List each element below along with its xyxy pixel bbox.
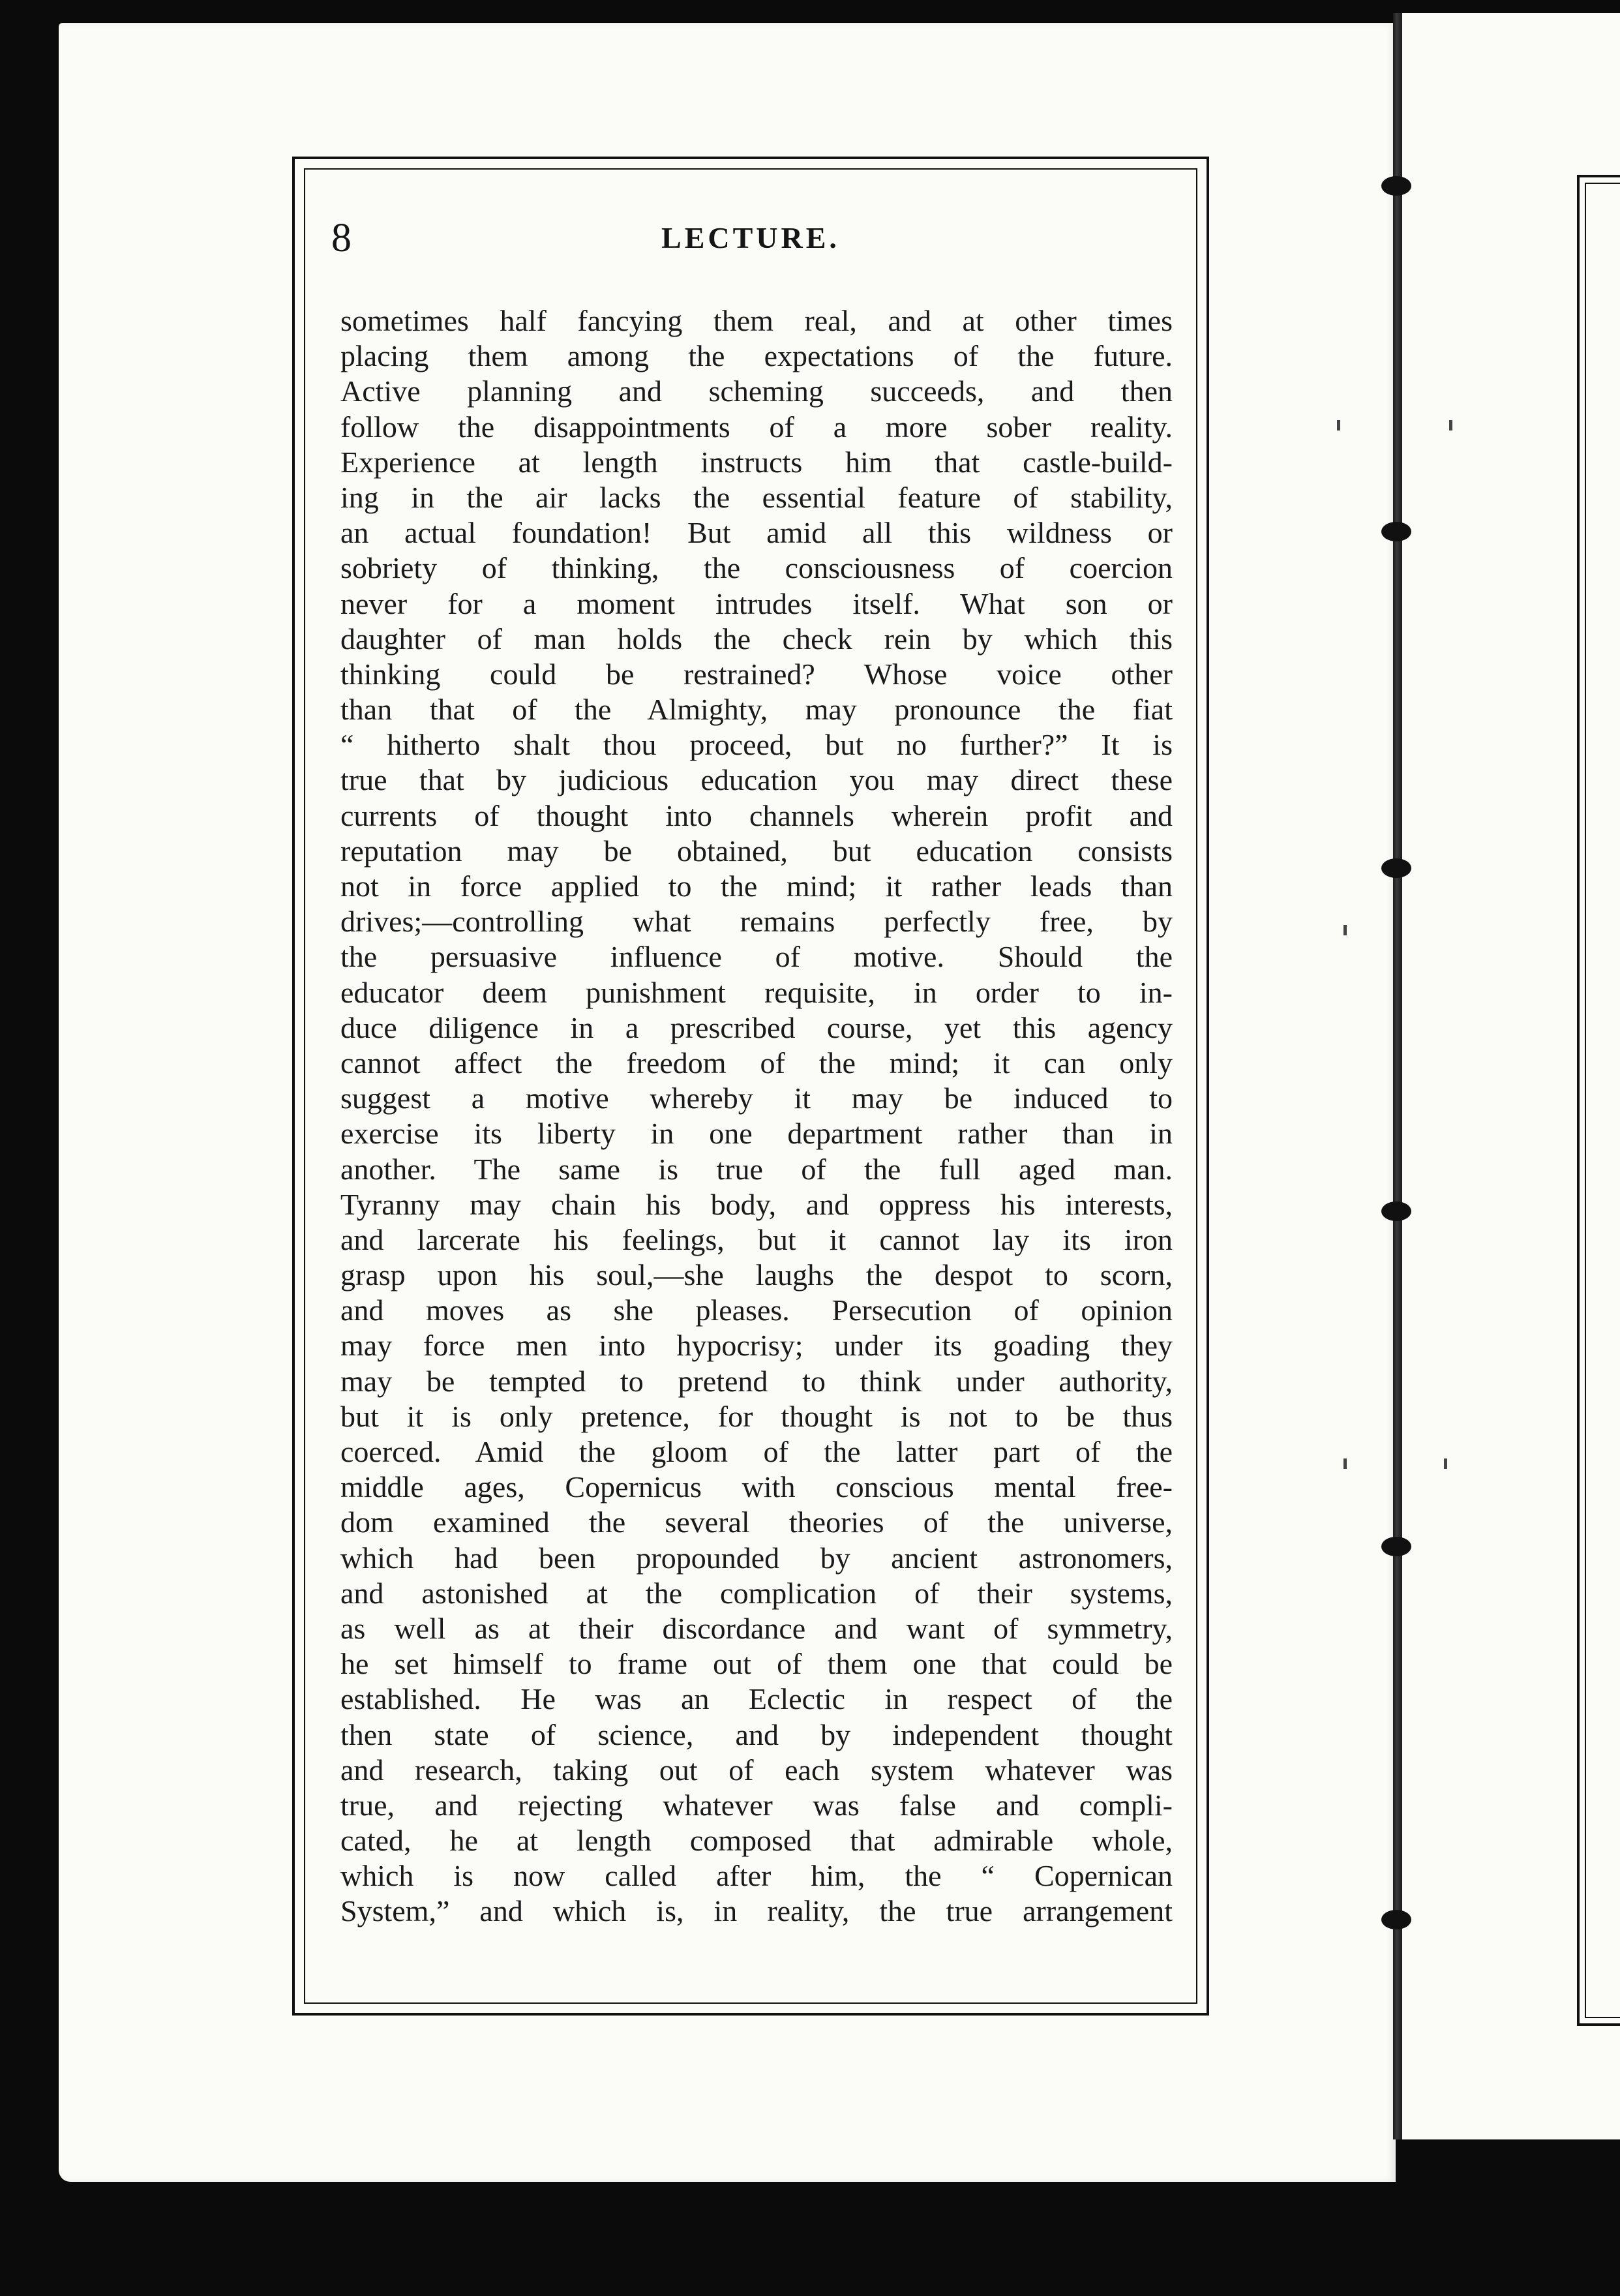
text-line: drives;—controlling what remains perfectly free, by bbox=[340, 905, 1173, 939]
text-line: cannot affect the freedom of the mind; it can only bbox=[340, 1046, 1173, 1080]
text-line: grasp upon his soul,—she laughs the despot to scorn, bbox=[340, 1258, 1173, 1292]
text-line: middle ages, Copernicus with conscious mental free- bbox=[340, 1470, 1173, 1504]
text-line: cated, he at length composed that admirable whole, bbox=[340, 1824, 1173, 1858]
binding-stitch bbox=[1381, 1201, 1411, 1221]
text-line: may be tempted to pretend to think under authority, bbox=[340, 1364, 1173, 1398]
text-line: follow the disappointments of a more sober reality. bbox=[340, 410, 1173, 444]
text-line: as well as at their discordance and want of symmetry, bbox=[340, 1611, 1173, 1645]
text-line: and research, taking out of each system whatever was bbox=[340, 1753, 1173, 1787]
text-frame-inner bbox=[304, 168, 1197, 2004]
page-header bbox=[331, 215, 1170, 261]
text-line: daughter of man holds the check rein by which this bbox=[340, 622, 1173, 656]
text-line: ing in the air lacks the essential feature of stability, bbox=[340, 480, 1173, 514]
text-line: sobriety of thinking, the consciousness of coercion bbox=[340, 551, 1173, 585]
text-line: but it is only pretence, for thought is not to be thus bbox=[340, 1399, 1173, 1433]
text-line: true that by judicious education you may direct these bbox=[340, 763, 1173, 797]
text-line: sometimes half fancying them real, and at other times bbox=[340, 304, 1173, 337]
margin-mark bbox=[1343, 1458, 1347, 1469]
text-line: than that of the Almighty, may pronounce the fiat bbox=[340, 693, 1173, 727]
text-line: currents of thought into channels wherein profit and bbox=[340, 798, 1173, 832]
binding-stitch bbox=[1381, 1537, 1411, 1556]
text-line: Active planning and scheming succeeds, and then bbox=[340, 374, 1173, 408]
book-spine bbox=[1393, 13, 1402, 2139]
text-line: duce diligence in a prescribed course, yet this agency bbox=[340, 1010, 1173, 1044]
text-line: and larcerate his feelings, but it cannot lay its iron bbox=[340, 1222, 1173, 1256]
text-line: never for a moment intrudes itself. What son or bbox=[340, 586, 1173, 620]
margin-mark bbox=[1449, 420, 1452, 430]
text-line: “ hitherto shalt thou proceed, but no further?” It is bbox=[340, 728, 1173, 762]
text-line: suggest a motive whereby it may be induced to bbox=[340, 1081, 1173, 1115]
text-line: thinking could be restrained? Whose voice other bbox=[340, 657, 1173, 691]
text-line: then state of science, and by independent thought bbox=[340, 1717, 1173, 1751]
text-line: which had been propounded by ancient astronomers, bbox=[340, 1541, 1173, 1575]
next-page-frame bbox=[1577, 175, 1620, 2026]
text-line: and astonished at the complication of their systems, bbox=[340, 1576, 1173, 1610]
text-line: educator deem punishment requisite, in order to in- bbox=[340, 975, 1173, 1009]
text-line: true, and rejecting whatever was false and compli- bbox=[340, 1788, 1173, 1822]
running-head: LECTURE. bbox=[661, 221, 840, 254]
text-line: System,” and which is, in reality, the true arrangement bbox=[340, 1894, 1173, 1928]
binding-stitch bbox=[1381, 522, 1411, 541]
text-line: Experience at length instructs him that castle-build- bbox=[340, 445, 1173, 479]
text-line: placing them among the expectations of the future. bbox=[340, 339, 1173, 373]
binding-stitch bbox=[1381, 858, 1411, 878]
text-line: another. The same is true of the full aged man. bbox=[340, 1152, 1173, 1186]
text-line: not in force applied to the mind; it rather leads than bbox=[340, 869, 1173, 903]
binding-stitch bbox=[1381, 1910, 1411, 1929]
text-line: he set himself to frame out of them one that could be bbox=[340, 1647, 1173, 1681]
text-line: established. He was an Eclectic in respect of the bbox=[340, 1682, 1173, 1716]
text-line: Tyranny may chain his body, and oppress his interests, bbox=[340, 1187, 1173, 1221]
margin-mark bbox=[1444, 1458, 1447, 1469]
text-line: and moves as she pleases. Persecution of opinion bbox=[340, 1293, 1173, 1327]
text-line: the persuasive influence of motive. Should the bbox=[340, 940, 1173, 974]
page-number: 8 bbox=[331, 216, 352, 260]
text-line: coerced. Amid the gloom of the latter part of the bbox=[340, 1435, 1173, 1468]
margin-mark bbox=[1343, 925, 1347, 935]
text-line: reputation may be obtained, but education consists bbox=[340, 834, 1173, 868]
margin-mark bbox=[1337, 420, 1340, 430]
text-line: an actual foundation! But amid all this wildness or bbox=[340, 516, 1173, 550]
text-frame bbox=[292, 157, 1209, 2016]
text-line: which is now called after him, the “ Copernican bbox=[340, 1859, 1173, 1893]
binding-stitch bbox=[1381, 176, 1411, 196]
text-line: exercise its liberty in one department rather than in bbox=[340, 1117, 1173, 1151]
text-line: may force men into hypocrisy; under its goading they bbox=[340, 1329, 1173, 1363]
body-text bbox=[340, 303, 1173, 1929]
text-line: dom examined the several theories of the universe, bbox=[340, 1505, 1173, 1539]
